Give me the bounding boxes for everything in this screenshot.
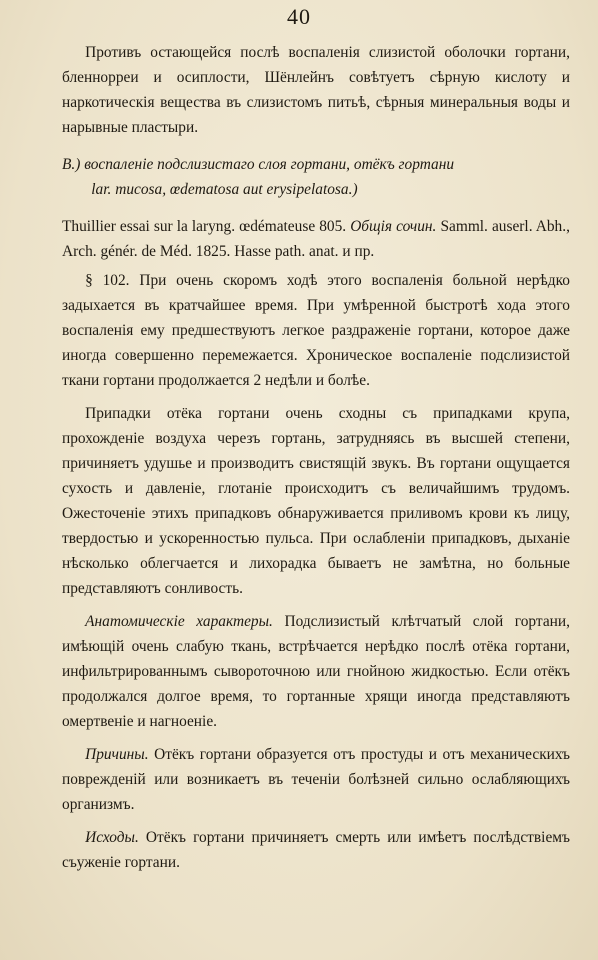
paragraph-anatomy <box>62 609 570 734</box>
references-italic: Общія сочин. <box>350 218 437 235</box>
paragraph-102 <box>62 268 570 393</box>
references-text: Thuillier essai sur la laryng. œdémateuse 805. <box>62 218 347 235</box>
section-title: воспаленіе подслизистаго слоя гортани, отёкъ гортани <box>84 156 455 173</box>
section-label: B.) <box>62 156 81 173</box>
paragraph-number: § 102. <box>85 272 130 289</box>
paragraph-causes <box>62 742 570 817</box>
paragraph-outcomes <box>62 825 570 875</box>
causes-label: Причины. <box>85 746 149 763</box>
references <box>62 214 570 264</box>
causes-text: Отёкъ гортани образуется отъ простуды и отъ механическихъ поврежденій или возникаетъ въ теченіи болѣзней сильно ослабляющихъ организмъ. <box>62 746 570 813</box>
section-heading-line2: lar. mucosa, œdematosa aut erysipelatosa.) <box>91 181 358 198</box>
anatomy-label: Анатомическіе характеры. <box>85 613 273 630</box>
body-text <box>62 40 570 875</box>
paragraph-102-text: При очень скоромъ ходѣ этого воспаленія больной нерѣдко задыхается въ кратчайшее время. При умѣренной быстротѣ хода этого воспаленія ему предшествуютъ легкое раздраженіе гортани, которое даже иногда совершенно перемежается. Хроническое воспаленіе подслизистой ткани гортани продолжается 2 недѣли и болѣе. <box>62 272 570 389</box>
anatomy-text: Подслизистый клѣтчатый слой гортани, имѣющій очень слабую ткань, встрѣчается нерѣдко послѣ отёка гортани, инфильтрированнымъ сывороточною или гнойною жидкостью. Если отёкъ продолжался долгое время, то гортанные хрящи иногда представляютъ омертвеніе и нагноеніе. <box>62 613 570 730</box>
page-number: 40 <box>287 4 311 29</box>
references-rest: Samml. auserl. Abh., Arch. génér. de Méd. 1825. Hasse path. anat. и пр. <box>62 218 570 260</box>
paragraph-symptoms: Припадки отёка гортани очень сходны съ припадками крупа, прохожденіе воздуха черезъ гортань, затрудняясь въ высшей степени, причиняетъ удушье и производитъ свистящій звукъ. Въ гортани ощущается сухость и давленіе, глотаніе происходитъ съ величайшимъ трудомъ. Ожесточеніе этихъ припадковъ обнаруживается приливомъ крови къ лицу, твердостью и ускоренностью пульса. При ослабленіи припадковъ, дыханіе нѣсколько облегчается и лихорадка бываетъ не замѣтна, но больные представляютъ сонливость. <box>62 405 570 597</box>
section-heading-line1 <box>62 152 570 177</box>
paragraph-treatment: Противъ остающейся послѣ воспаленія слизистой оболочки гортани, бленнорреи и осиплости, Шёнлейнъ совѣтуетъ сѣрную кислоту и наркотическія вещества въ слизистомъ питьѣ, сѣрныя минеральныя воды и нарывные пластыри. <box>62 44 570 136</box>
outcomes-text: Отёкъ гортани причиняетъ смерть или имѣетъ послѣдствіемъ съуженіе гортани. <box>62 829 570 871</box>
outcomes-label: Исходы. <box>85 829 139 846</box>
section-heading <box>62 152 570 202</box>
